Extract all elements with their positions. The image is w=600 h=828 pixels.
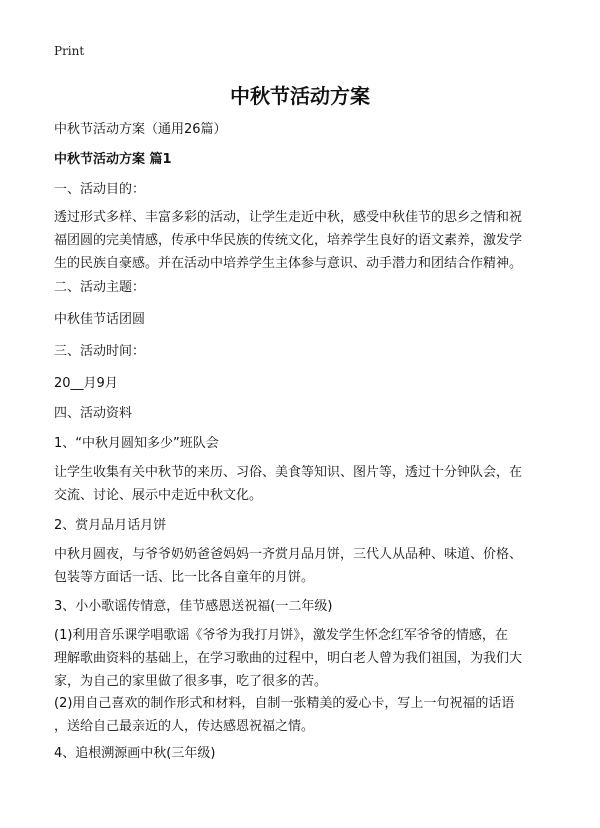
section-heading: 中秋节活动方案 篇1	[54, 152, 172, 167]
theme-text: 中秋佳节话团圆	[54, 312, 146, 327]
paragraph-line: 让学生收集有关中秋节的来历、习俗、美食等知识、图片等，透过十分钟队会，在	[54, 465, 523, 480]
paragraph-line: 福团圆的完美情感，传承中华民族的传统文化，培养学生良好的语文素养，激发学	[54, 233, 523, 248]
heading-theme: 二、活动主题：	[54, 280, 146, 295]
item-1-title: 1、“中秋月圆知多少”班队会	[54, 436, 219, 451]
paragraph-item-2	[54, 543, 552, 589]
paragraph-item-1	[54, 461, 552, 507]
paragraph-line: 理解歌曲资料的基础上，在学习歌曲的过程中，明白老人曾为我们祖国，为我们大	[54, 651, 523, 666]
paragraph-purpose	[54, 206, 552, 275]
item-4-title: 4、追根溯源画中秋(三年级)	[54, 746, 216, 761]
paragraph-item-3a	[54, 624, 552, 693]
paragraph-line: 家，为自己的家里做了很多事，吃了很多的苦。	[54, 674, 328, 689]
paragraph-line: 交流、讨论、展示中走近中秋文化。	[54, 488, 263, 503]
heading-purpose: 一、活动目的：	[54, 182, 146, 197]
paragraph-line: 包装等方面话一话、比一比各自童年的月饼。	[54, 570, 315, 585]
heading-time: 三、活动时间：	[54, 344, 146, 359]
paragraph-line: 透过形式多样、丰富多彩的活动，让学生走近中秋，感受中秋佳节的思乡之情和祝	[54, 210, 523, 225]
paragraph-line: ，送给自己最亲近的人，传达感恩祝福之情。	[54, 719, 315, 734]
heading-content: 四、活动资料	[54, 406, 133, 421]
item-3-title: 3、小小歌谣传情意，佳节感恩送祝福(一二年级)	[54, 599, 333, 614]
item-2-title: 2、赏月品月话月饼	[54, 518, 167, 533]
paragraph-line: 生的民族自豪感。并在活动中培养学生主体参与意识、动手潜力和团结合作精神。	[54, 256, 523, 271]
paragraph-line: (1)利用音乐课学唱歌谣《爷爷为我打月饼》，激发学生怀念红军爷爷的情感，在	[54, 628, 508, 643]
page-title: 中秋节活动方案	[230, 84, 370, 108]
paragraph-item-3b	[54, 692, 552, 738]
document-subtitle: 中秋节活动方案（通用26篇）	[54, 122, 227, 137]
print-label: Print	[54, 44, 85, 58]
date-text: 20__月9月	[54, 376, 118, 391]
paragraph-line: 中秋月圆夜，与爷爷奶奶爸爸妈妈一齐赏月品月饼，三代人从品种、味道、价格、	[54, 547, 523, 562]
paragraph-line: (2)用自己喜欢的制作形式和材料，自制一张精美的爱心卡，写上一句祝福的话语	[54, 696, 515, 711]
